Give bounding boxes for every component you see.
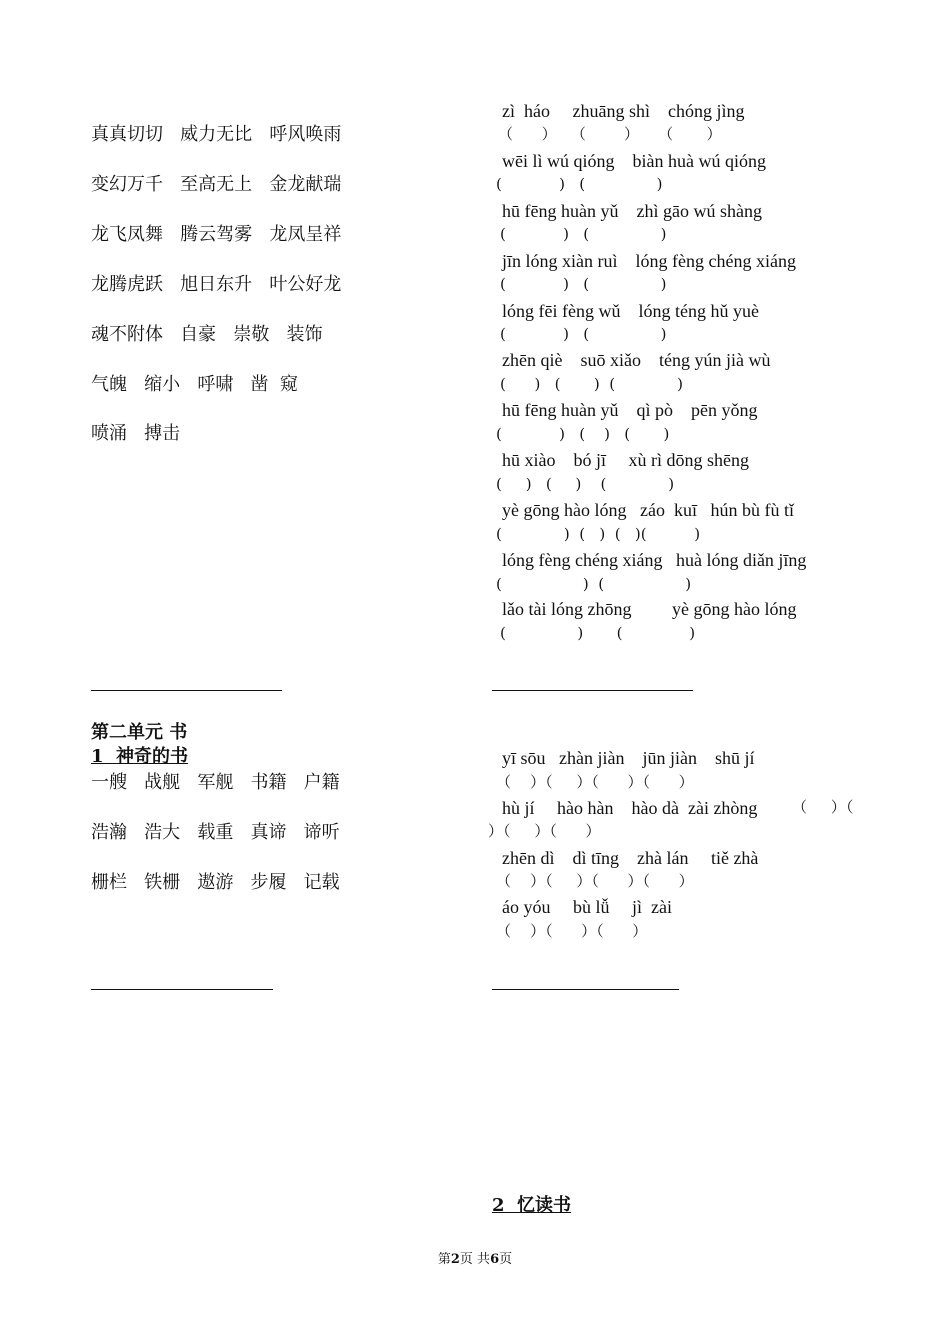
pinyin-line: hū xiào bó jī xù rì dōng shēng bbox=[502, 450, 749, 470]
answer-brackets: （ ）（ ）（ ）（ ） bbox=[496, 773, 694, 791]
answer-brackets: ）（ ）（ ） bbox=[488, 822, 601, 840]
pinyin-line: zhēn qiè suō xiǎo téng yún jià wù bbox=[502, 350, 771, 370]
lesson-title: 1 神奇的书 bbox=[91, 746, 189, 767]
divider-line bbox=[492, 690, 693, 691]
word-line: 龙腾虎跃 旭日东升 叶公好龙 bbox=[91, 274, 342, 295]
footer-middle: 页 共 bbox=[459, 1252, 491, 1267]
word-line: 龙飞凤舞 腾云驾雾 龙凤呈祥 bbox=[91, 224, 342, 245]
answer-brackets: ( ) ( ) ( )( ) bbox=[496, 525, 701, 543]
answer-brackets: （ ）（ ）（ ）（ ） bbox=[496, 872, 694, 890]
page-total: 6 bbox=[490, 1252, 500, 1267]
pinyin-line: zhēn dì dì tīng zhà lán tiě zhà bbox=[502, 848, 759, 868]
pinyin-line: hù jí hào hàn hào dà zài zhòng bbox=[502, 798, 758, 818]
pinyin-line: lóng fēi fèng wǔ lóng téng hǔ yuè bbox=[502, 301, 759, 321]
answer-brackets: ( ) ( ) bbox=[496, 175, 663, 193]
divider-line bbox=[492, 989, 679, 990]
lesson-title: 2 忆读书 bbox=[492, 1195, 572, 1216]
answer-brackets: （ ） （ ） （ ） bbox=[498, 125, 722, 143]
pinyin-line: wēi lì wú qióng biàn huà wú qióng bbox=[502, 151, 766, 171]
word-line: 栅栏 铁栅 遨游 步履 记载 bbox=[91, 872, 340, 893]
pinyin-line: jīn lóng xiàn ruì lóng fèng chéng xiáng bbox=[502, 251, 796, 271]
answer-brackets: ( ) ( ) bbox=[496, 575, 692, 593]
answer-brackets: （ ）（ bbox=[792, 798, 854, 816]
answer-brackets: （ ）（ ）（ ） bbox=[496, 922, 648, 940]
answer-brackets: ( ) ( ) ( ) bbox=[500, 375, 683, 393]
word-line: 喷涌 搏击 bbox=[91, 423, 181, 444]
pinyin-line: lóng fèng chéng xiáng huà lóng diǎn jīng bbox=[502, 550, 807, 570]
divider-line bbox=[91, 690, 282, 691]
pinyin-line: yī sōu zhàn jiàn jūn jiàn shū jí bbox=[502, 748, 755, 768]
word-line: 变幻万千 至高无上 金龙献瑞 bbox=[91, 174, 342, 195]
answer-brackets: ( ) ( ) ( ) bbox=[496, 475, 675, 493]
answer-brackets: ( ) ( ) bbox=[500, 624, 696, 642]
answer-brackets: ( ) ( ) bbox=[500, 275, 667, 293]
word-line: 一艘 战舰 军舰 书籍 户籍 bbox=[91, 772, 340, 793]
footer-suffix: 页 bbox=[499, 1252, 513, 1267]
pinyin-line: lǎo tài lóng zhōng yè gōng hào lóng bbox=[502, 599, 797, 619]
answer-brackets: ( ) ( ) bbox=[500, 325, 667, 343]
pinyin-line: hū fēng huàn yǔ qì pò pēn yǒng bbox=[502, 400, 758, 420]
answer-brackets: ( ) ( ) ( ) bbox=[496, 425, 670, 443]
divider-line bbox=[91, 989, 273, 990]
page-number: 2 bbox=[450, 1252, 460, 1267]
word-line: 魂不附体 自豪 崇敬 装饰 bbox=[91, 324, 323, 345]
word-line: 气魄 缩小 呼啸 凿 窥 bbox=[91, 374, 298, 395]
page-footer bbox=[0, 1248, 950, 1267]
word-line: 真真切切 威力无比 呼风唤雨 bbox=[91, 124, 342, 145]
answer-brackets: ( ) ( ) bbox=[500, 225, 667, 243]
unit-title: 第二单元 书 bbox=[91, 722, 188, 743]
pinyin-line: zì háo zhuāng shì chóng jìng bbox=[502, 101, 745, 121]
pinyin-line: hū fēng huàn yǔ zhì gāo wú shàng bbox=[502, 201, 762, 221]
word-line: 浩瀚 浩大 载重 真谛 谛听 bbox=[91, 822, 340, 843]
footer-prefix: 第 bbox=[437, 1252, 451, 1267]
pinyin-line: áo yóu bù lǚ jì zài bbox=[502, 897, 672, 917]
pinyin-line: yè gōng hào lóng záo kuī hún bù fù tǐ bbox=[502, 500, 794, 520]
